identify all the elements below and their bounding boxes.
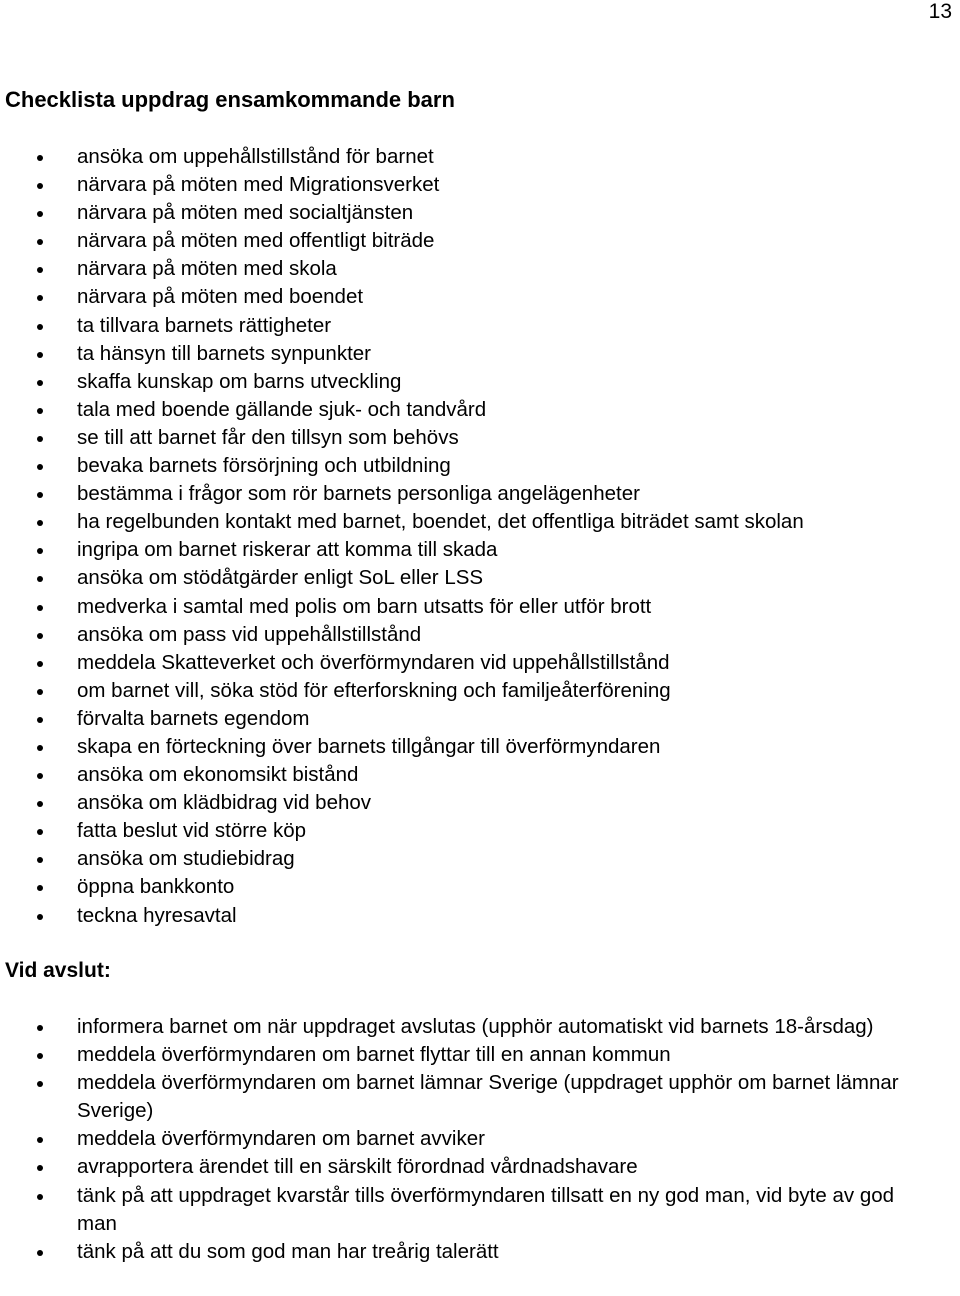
list-item — [0, 1069, 955, 1125]
list-item-text: meddela överförmyndaren om barnet avviker — [77, 1127, 485, 1151]
list-item — [0, 705, 955, 733]
list-item — [0, 789, 955, 817]
list-item-text: närvara på möten med offentligt biträde — [77, 229, 435, 253]
list-item — [0, 368, 955, 396]
list-item-text: se till att barnet får den tillsyn som behövs — [77, 425, 459, 449]
bullet-icon — [37, 1137, 43, 1143]
list-item — [0, 1153, 955, 1181]
list-item — [0, 621, 955, 649]
list-item — [0, 873, 955, 901]
bullet-icon — [37, 914, 43, 920]
list-item — [0, 649, 955, 677]
list-item — [0, 733, 955, 761]
list-item-text: ansöka om klädbidrag vid behov — [77, 791, 372, 815]
list-item — [0, 902, 955, 930]
list-item-text: meddela överförmyndaren om barnet lämnar Sverige (uppdraget upphör om barnet lämnar Sverige) — [77, 1071, 899, 1123]
bullet-icon — [37, 689, 43, 695]
bullet-icon — [37, 464, 43, 470]
bullet-icon — [37, 857, 43, 863]
list-item-text: teckna hyresavtal — [77, 903, 237, 927]
list-item — [0, 480, 955, 508]
list-item — [0, 508, 955, 536]
list-item-text: medverka i samtal med polis om barn utsatts för eller utför brott — [77, 594, 652, 618]
bullet-icon — [37, 155, 43, 161]
list-item — [0, 845, 955, 873]
list-item — [0, 1125, 955, 1153]
bullet-icon — [37, 745, 43, 751]
end-checklist — [0, 1013, 955, 1266]
list-item-text: närvara på möten med boendet — [77, 285, 364, 309]
list-item — [0, 227, 955, 255]
list-item-text: meddela överförmyndaren om barnet flyttar till en annan kommun — [77, 1043, 671, 1067]
bullet-icon — [37, 661, 43, 667]
list-item — [0, 255, 955, 283]
list-item-text: ansöka om studiebidrag — [77, 847, 295, 871]
list-item-text: ta hänsyn till barnets synpunkter — [77, 341, 371, 365]
list-item-text: ansöka om pass vid uppehållstillstånd — [77, 622, 422, 646]
bullet-icon — [37, 773, 43, 779]
list-item-text: ansöka om ekonomsikt bistånd — [77, 763, 359, 787]
list-item — [0, 312, 955, 340]
bullet-icon — [37, 576, 43, 582]
bullet-icon — [37, 492, 43, 498]
list-item-text: informera barnet om när uppdraget avslutas (upphör automatiskt vid barnets 18-årsdag) — [77, 1015, 874, 1038]
list-item-text: tänk på att uppdraget kvarstår tills överförmyndaren tillsatt en ny god man, vid byte av god man — [77, 1183, 895, 1235]
list-item — [0, 396, 955, 424]
list-item-text: ansöka om stödåtgärder enligt SoL eller LSS — [77, 566, 484, 590]
list-item-text: skaffa kunskap om barns utveckling — [77, 369, 402, 393]
list-item — [0, 1013, 955, 1041]
bullet-icon — [37, 295, 43, 301]
list-item-text: om barnet vill, söka stöd för efterforskning och familjeåterförening — [77, 678, 671, 702]
bullet-icon — [37, 1250, 43, 1256]
list-item — [0, 340, 955, 368]
bullet-icon — [37, 520, 43, 526]
bullet-icon — [37, 1053, 43, 1059]
bullet-icon — [37, 548, 43, 554]
bullet-icon — [37, 267, 43, 273]
page-number: 13 — [928, 0, 952, 23]
list-item — [0, 424, 955, 452]
bullet-icon — [37, 829, 43, 835]
page-title: Checklista uppdrag ensamkommande barn — [5, 87, 455, 112]
list-item — [0, 761, 955, 789]
list-item-text: bevaka barnets försörjning och utbildning — [77, 454, 451, 478]
list-item-text: avrapportera ärendet till en särskilt förordnad vårdnadshavare — [77, 1155, 638, 1179]
list-item-text: ha regelbunden kontakt med barnet, boendet, det offentliga biträdet samt skolan — [77, 510, 804, 534]
bullet-icon — [37, 1025, 43, 1031]
list-item — [0, 1182, 955, 1238]
list-item — [0, 199, 955, 227]
end-section-heading: Vid avslut: — [5, 959, 111, 982]
list-item-text: närvara på möten med Migrationsverket — [77, 173, 440, 197]
list-item-text: öppna bankkonto — [77, 875, 235, 899]
bullet-icon — [37, 1081, 43, 1087]
list-item-text: tala med boende gällande sjuk- och tandvård — [77, 397, 487, 421]
list-item — [0, 143, 955, 171]
bullet-icon — [37, 1165, 43, 1171]
list-item-text: fatta beslut vid större köp — [77, 819, 307, 843]
main-checklist — [0, 143, 955, 930]
bullet-icon — [37, 211, 43, 217]
bullet-icon — [37, 1194, 43, 1200]
bullet-icon — [37, 633, 43, 639]
list-item — [0, 171, 955, 199]
list-item-text: tänk på att du som god man har treårig talerätt — [77, 1239, 499, 1263]
bullet-icon — [37, 239, 43, 245]
bullet-icon — [37, 408, 43, 414]
bullet-icon — [37, 352, 43, 358]
list-item-text: förvalta barnets egendom — [77, 706, 310, 730]
list-item-text: skapa en förteckning över barnets tillgångar till överförmyndaren — [77, 734, 661, 758]
list-item-text: meddela Skatteverket och överförmyndaren vid uppehållstillstånd — [77, 650, 670, 674]
list-item — [0, 677, 955, 705]
bullet-icon — [37, 801, 43, 807]
bullet-icon — [37, 605, 43, 611]
bullet-icon — [37, 324, 43, 330]
bullet-icon — [37, 183, 43, 189]
bullet-icon — [37, 717, 43, 723]
list-item — [0, 536, 955, 564]
list-item — [0, 564, 955, 592]
list-item — [0, 1041, 955, 1069]
list-item-text: närvara på möten med skola — [77, 257, 337, 281]
list-item-text: närvara på möten med socialtjänsten — [77, 201, 414, 225]
list-item — [0, 452, 955, 480]
list-item — [0, 283, 955, 311]
list-item — [0, 593, 955, 621]
list-item-text: ansöka om uppehållstillstånd för barnet — [77, 145, 434, 168]
list-item-text: ta tillvara barnets rättigheter — [77, 313, 332, 337]
list-item-text: ingripa om barnet riskerar att komma till skada — [77, 538, 498, 562]
bullet-icon — [37, 885, 43, 891]
list-item — [0, 817, 955, 845]
bullet-icon — [37, 380, 43, 386]
list-item-text: bestämma i frågor som rör barnets personliga angelägenheter — [77, 482, 640, 506]
list-item — [0, 1238, 955, 1266]
bullet-icon — [37, 436, 43, 442]
